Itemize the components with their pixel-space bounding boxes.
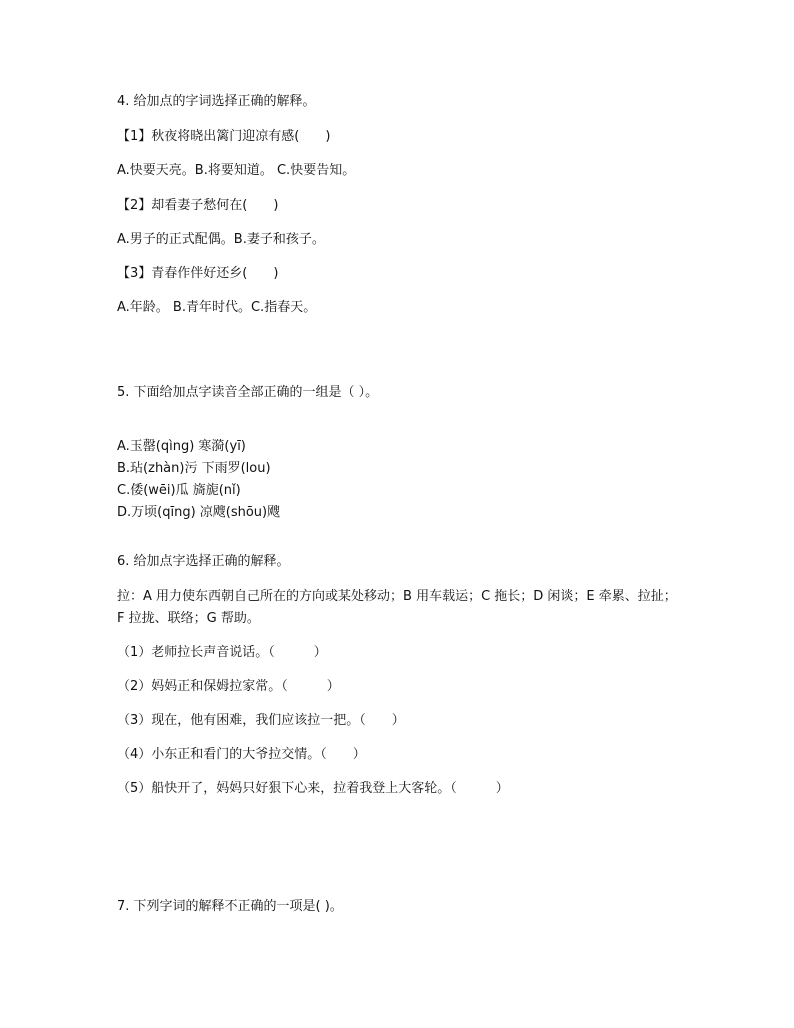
question-6-title: 6. 给加点字选择正确的解释。 [117,554,290,569]
question-5-option-a: A.玉罄(qìng) 寒漪(yī) [117,439,246,454]
question-4-title: 4. 给加点的字词选择正确的解释。 [117,94,316,109]
question-4-item-2-options: A.男子的正式配偶。B.妻子和孩子。 [117,232,325,247]
question-4-item-3-options: A.年龄。 B.青年时代。C.指春天。 [117,300,317,315]
question-5-option-c: C.倭(wēi)瓜 旖旎(nǐ) [117,483,241,498]
question-6-item-2: （2）妈妈正和保姆拉家常。（ ） [117,679,340,694]
question-6-item-5: （5）船快开了，妈妈只好狠下心来，拉着我登上大客轮。（ ） [117,781,509,796]
question-6-item-3: （3）现在，他有困难，我们应该拉一把。（ ） [117,713,405,728]
question-6-item-1: （1）老师拉长声音说话。（ ） [117,645,327,660]
question-6-item-4: （4）小东正和看门的大爷拉交情。（ ） [117,747,366,762]
question-4-item-2-prompt: 【2】却看妻子愁何在( ) [117,198,279,213]
question-7-title: 7. 下列字词的解释不正确的一项是( )。 [117,899,343,914]
question-4-item-1-options: A.快要天亮。B.将要知道。 C.快要告知。 [117,163,356,178]
question-5-option-b: B.玷(zhàn)污 下雨罗(lou) [117,461,271,476]
question-6-definition: 拉：A 用力使东西朝自己所在的方向或某处移动；B 用车载运；C 拖长；D 闲谈；E 牵累、拉扯；F 拉拢、联络；G 帮助。 [117,589,677,626]
question-5-option-d: D.万顷(qīng) 凉飕(shōu)飕 [117,505,281,520]
question-5-title: 5. 下面给加点字读音全部正确的一组是（ ）。 [117,385,379,400]
question-4-item-1-prompt: 【1】秋夜将晓出篱门迎凉有感( ) [117,129,331,144]
question-4-item-3-prompt: 【3】青春作伴好还乡( ) [117,266,279,281]
